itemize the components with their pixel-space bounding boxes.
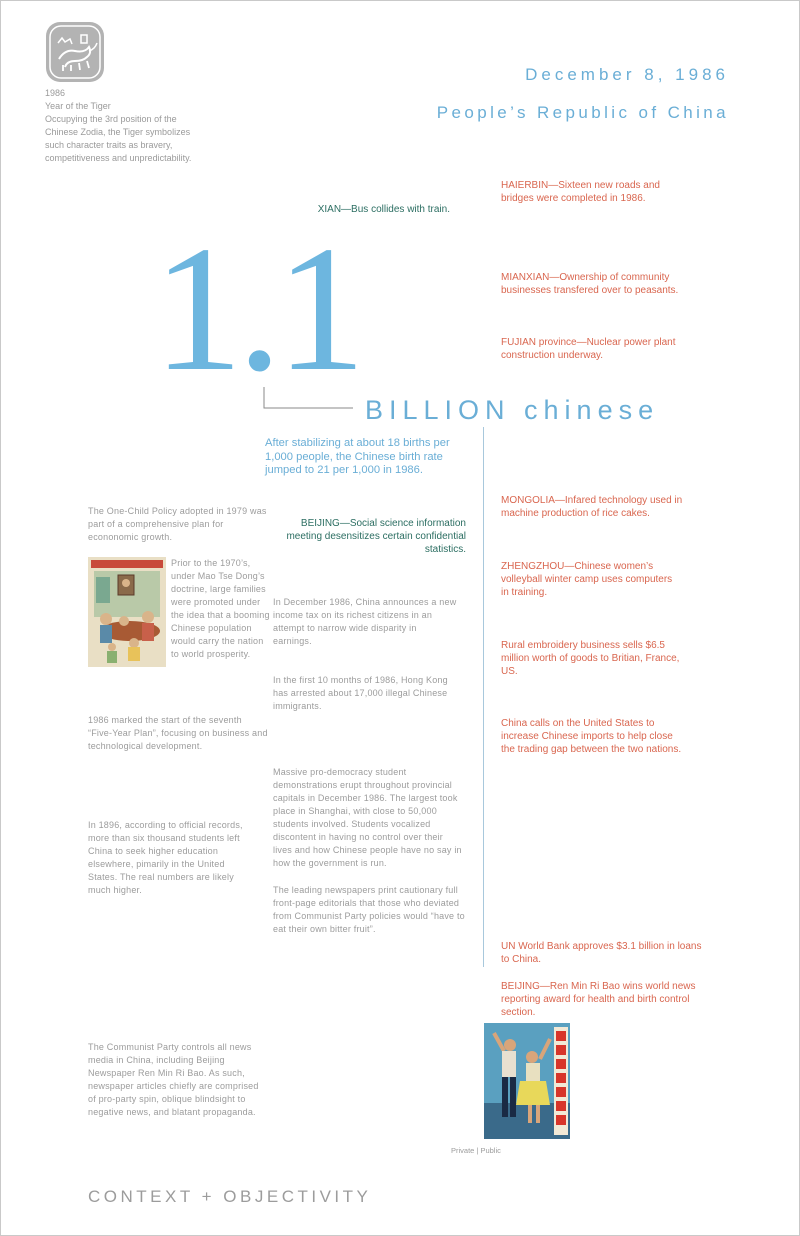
- zodiac-title: Year of the Tiger: [45, 101, 111, 111]
- headline-connector: [263, 387, 353, 409]
- news-item-mongolia: MONGOLIA—Infared technology used in machine production of rice cakes.: [501, 495, 683, 519]
- student-demonstrations-note: Massive pro-democracy student demonstrations erupt throughout provincial capitals in December 1986. The largest took place in Shanghai, with close to 50,000 students involved. Students vocalized discontent in having no control over their lives and how Chinese people have no say in how the government is run.: [273, 767, 462, 868]
- divider-line: [483, 427, 484, 967]
- news-item-xian: XIAN—Bus collides with train.: [317, 204, 450, 215]
- birth-rate-note: After stabilizing at about 18 births per 1,000 people, the Chinese birth rate jumped to 21 per 1,000 in 1986.: [265, 437, 450, 477]
- footer-title: CONTEXT + OBJECTIVITY: [88, 1187, 372, 1206]
- hong-kong-arrests-note: In the first 10 months of 1986, Hong Kong has arrested about 17,000 illegal Chinese immigrants.: [273, 675, 448, 711]
- newspaper-editorials-note: The leading newspapers print cautionary full front-page editorials that those who deviated from Communist Party policies would “have to eat their own bitter fruit”.: [273, 885, 465, 934]
- propaganda-poster-image: [484, 1023, 570, 1139]
- news-item-fujian: FUJIAN province—Nuclear power plant construction underway.: [501, 337, 676, 361]
- communist-media-note: The Communist Party controls all news media in China, including Beijing Newspaper Ren Min Ri Bao. As such, newspaper articles chiefly are comprised of pro-party spin, oblique blindsight to negative news, and blatant propaganda.: [88, 1042, 259, 1117]
- page-date: December 8, 1986: [525, 65, 729, 84]
- news-item-embroidery: Rural embroidery business sells $6.5 million worth of goods to Britian, France, US.: [501, 640, 680, 677]
- news-item-beijing-science: BEIJING—Social science information meeting desensitizes certain confidential statistics.: [286, 518, 466, 555]
- news-item-mianxian: MIANXIAN—Ownership of community businesses transfered over to peasants.: [501, 272, 679, 296]
- zodiac-description: Occupying the 3rd position of the Chinese Zodia, the Tiger symbolizes such character traits as bravery, competitiveness and unpredictability.: [45, 114, 192, 163]
- income-tax-note: In December 1986, China announces a new income tax on its richest citizens in an attempt to narrow wide disparity in earnings.: [273, 597, 457, 646]
- five-year-plan-note: 1986 marked the start of the seventh “Five-Year Plan”, focusing on business and technological development.: [88, 715, 268, 751]
- zodiac-year: 1986: [45, 88, 66, 98]
- news-item-haierbin: HAIERBIN—Sixteen new roads and bridges were completed in 1986.: [501, 180, 660, 204]
- one-child-policy-note: The One-Child Policy adopted in 1979 was part of a comprehensive plan for econonomic growth.: [88, 506, 267, 542]
- headline-unit: BILLION chinese: [365, 395, 660, 425]
- headline-number: 1.1: [153, 209, 360, 408]
- poster-caption: Private | Public: [451, 1146, 501, 1155]
- tiger-seal-icon: [45, 21, 105, 83]
- students-abroad-note: In 1896, according to official records, more than six thousand students left China to seek higher education elsewhere, pimarily in the United States. The real numbers are likely much higher.: [88, 820, 243, 895]
- mao-doctrine-note: Prior to the 1970’s, under Mao Tse Dong’s doctrine, large families were promoted under the idea that a booming Chinese population would carry the nation to world prosperity.: [171, 558, 270, 659]
- family-poster-image: [88, 557, 166, 667]
- news-item-trade: China calls on the United States to increase Chinese imports to help close the trading gap between the two nations.: [501, 718, 682, 755]
- page-country: People’s Republic of China: [436, 103, 729, 122]
- zodiac-note: [45, 87, 195, 165]
- news-item-ren-min-ri-bao: BEIJING—Ren Min Ri Bao wins world news reporting award for health and birth control section.: [501, 981, 696, 1018]
- news-item-world-bank: UN World Bank approves $3.1 billion in loans to China.: [501, 941, 702, 965]
- news-item-zhengzhou: ZHENGZHOU—Chinese women’s volleyball winter camp uses computers in training.: [501, 561, 673, 598]
